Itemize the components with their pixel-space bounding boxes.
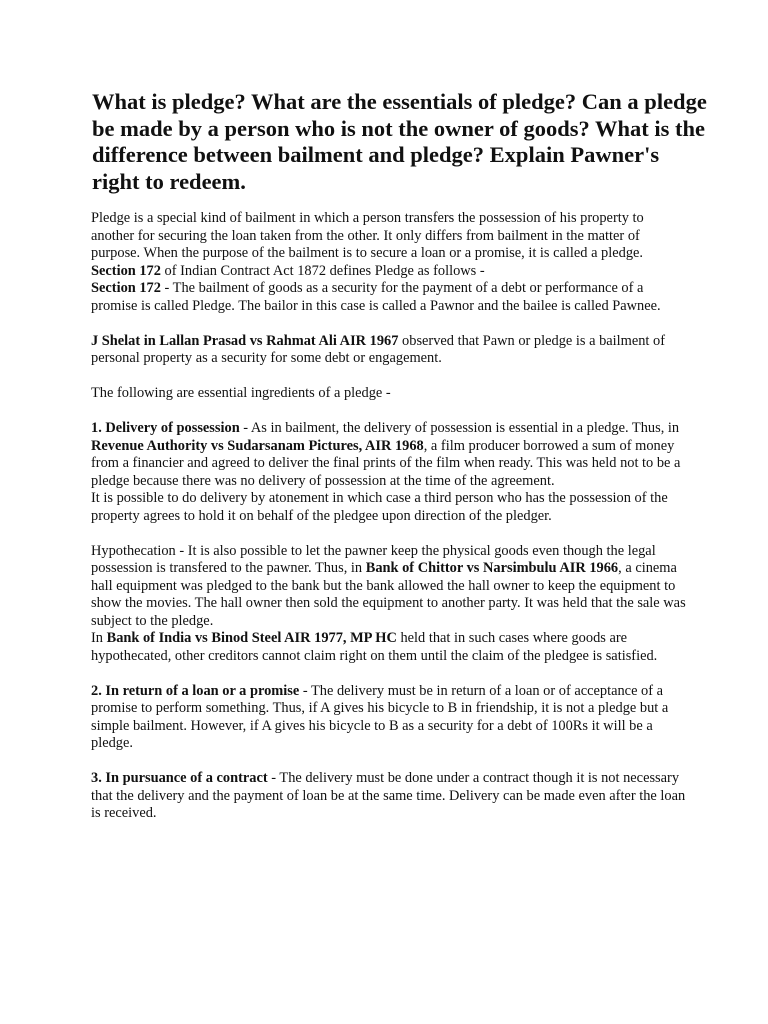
- bold-text: J Shelat in Lallan Prasad vs Rahmat Ali AIR 1967: [91, 332, 399, 349]
- bold-text: 2. In return of a loan or a promise: [91, 682, 300, 699]
- bold-text: Section 172: [91, 262, 161, 279]
- text-run: - The delivery must be done under a contract though it is not necessary that the delivery and the payment of loan be at the same time. Delivery can be made even after the loan is received.: [91, 770, 686, 821]
- paragraph: [91, 385, 687, 403]
- text-run: , a film producer borrowed a sum of money from a financier and agreed to deliver the final prints of the film when ready. This was held not to be a pledge because there was no delivery of possession at the time of the agreement.: [91, 437, 681, 489]
- bold-text: Bank of India vs Binod Steel AIR 1977, MP HC: [106, 630, 397, 646]
- text-run: , a cinema hall equipment was pledged to the bank but the bank allowed the hall owner to keep the equipment to show the movies. The hall owner then sold the equipment to another party. It was held that the sale was subject to the pledge.: [91, 560, 686, 629]
- text-run: - The bailment of goods as a security for the payment of a debt or performance of a promise is called Pledge. The bailor in this case is called a Pawnor and the bailee is called Pawnee.: [91, 280, 661, 314]
- paragraph: [91, 770, 687, 823]
- bold-text: 3. In pursuance of a contract: [91, 770, 268, 786]
- paragraph: [91, 543, 687, 666]
- paragraph: [91, 333, 687, 368]
- bold-text: Revenue Authority vs Sudarsanam Pictures, AIR 1968: [91, 437, 424, 454]
- text-run: Hypothecation - It is also possible to let the pawner keep the physical goods even though the legal possession is transfered to the pawner. Thus, in: [91, 542, 656, 576]
- text-run: It is possible to do delivery by atonement in which case a third person who has the possession of the property agrees to hold it on behalf of the pledgee upon direction of the pledger.: [91, 490, 668, 524]
- bold-text: Section 172: [91, 280, 161, 296]
- text-run: In: [91, 630, 107, 646]
- text-run: observed that Pawn or pledge is a bailment of personal property as a security for some debt or engagement.: [91, 332, 666, 366]
- paragraph: [91, 420, 687, 525]
- document-title: What is pledge? What are the essentials of pledge? Can a pledge be made by a person who is not the owner of goods? What is the difference between bailment and pledge? Explain Pawner's right to redeem.: [92, 89, 707, 194]
- document-body: [91, 210, 687, 840]
- text-run: of Indian Contract Act 1872 defines Pledge as follows -: [160, 262, 485, 279]
- text-run: Pledge is a special kind of bailment in which a person transfers the possession of his property to another for securing the loan taken from the other. It only differs from bailment in the matter of purpose. When the purpose of the bailment is to secure a loan or a promise, it is called a pledge.: [91, 210, 644, 261]
- paragraph: [91, 683, 687, 753]
- text-run: The following are essential ingredients of a pledge -: [91, 385, 391, 401]
- paragraph: [91, 210, 687, 315]
- bold-text: Bank of Chittor vs Narsimbulu AIR 1966: [365, 560, 619, 576]
- bold-text: 1. Delivery of possession: [91, 420, 240, 436]
- text-run: - The delivery must be in return of a loan or of acceptance of a promise to perform something. Thus, if A gives his bicycle to B in friendship, it is not a pledge but a simple bailment. However, if A gives his bicycle to B as a security for a debt of 100Rs it will be a pledge.: [91, 682, 669, 751]
- text-run: - As in bailment, the delivery of possession is essential in a pledge. Thus, in: [239, 420, 680, 436]
- text-run: held that in such cases where goods are hypothecated, other creditors cannot claim right on them until the claim of the pledgee is satisfied.: [91, 630, 658, 664]
